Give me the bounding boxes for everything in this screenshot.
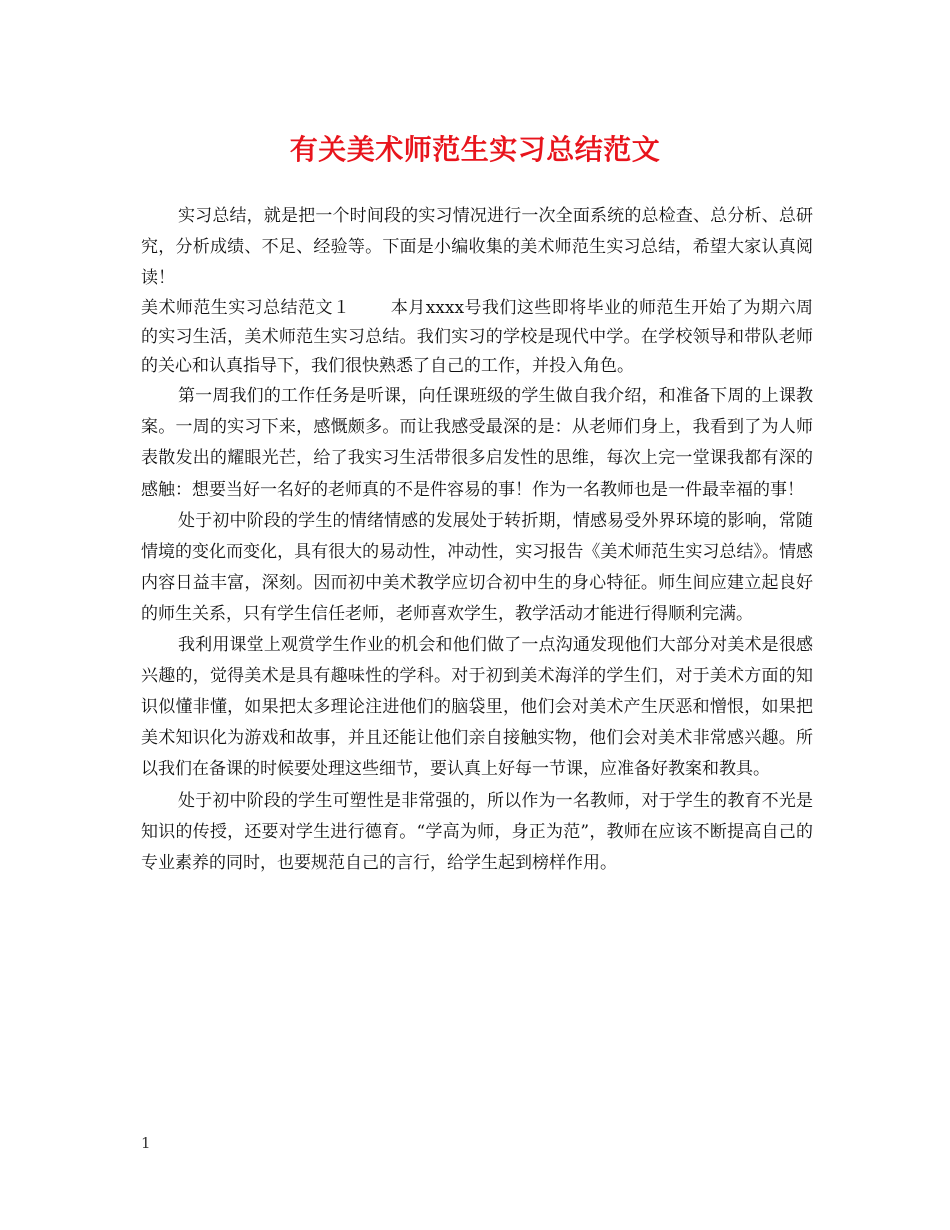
body-paragraph: 我利用课堂上观赏学生作业的机会和他们做了一点沟通发现他们大部分对美术是很感兴趣的，觉得美术是具有趣味性的学科。对于初到美术海洋的学生们，对于美术方面的知识似懂非懂，如果把太多理论注进他们的脑袋里，他们会对美术产生厌恶和憎恨，如果把美术知识化为游戏和故事，并且还能让他们亲自接触实物，他们会对美术非常感兴趣。所以我们在备课的时候要处理这些细节，要认真上好每一节课，应准备好教案和教具。 <box>141 635 813 780</box>
intro-paragraph: 实习总结，就是把一个时间段的实习情况进行一次全面系统的总检查、总分析、总研究，分析成绩、不足、经验等。下面是小编收集的美术师范生实习总结，希望大家认真阅读！ <box>141 206 813 289</box>
document-body <box>141 201 813 879</box>
body-paragraph: 处于初中阶段的学生可塑性是非常强的，所以作为一名教师，对于学生的教育不光是知识的传授，还要对学生进行德育。“学高为师，身正为范”，教师在应该不断提高自己的专业素养的同时，也要规范自己的言行，给学生起到榜样作用。 <box>141 790 813 873</box>
body-paragraph: 处于初中阶段的学生的情绪情感的发展处于转折期，情感易受外界环境的影响，常随情境的变化而变化，具有很大的易动性，冲动性，实习报告《美术师范生实习总结》。情感内容日益丰富，深刻。因而初中美术教学应切合初中生的身心特征。师生间应建立起良好的师生关系，只有学生信任老师，老师喜欢学生，教学活动才能进行得顺利完满。 <box>141 510 813 624</box>
page-number: 1 <box>141 1134 151 1152</box>
section-heading: 美术师范生实习总结范文１ <box>141 298 351 319</box>
section-first-text: 本月xxxx号我们这些即将毕业的师范生开始了为期六周的实习生活，美术师范生实习总结。我们实习的学校是现代中学。在学校领导和带队老师的关心和认真指导下，我们很快熟悉了自己的工作，并投入角色。 <box>141 298 814 377</box>
document-title: 有关美术师范生实习总结范文 <box>289 133 661 166</box>
section-paragraph <box>141 294 813 381</box>
body-paragraph: 第一周我们的工作任务是听课，向任课班级的学生做自我介绍，和准备下周的上课教案。一周的实习下来，感慨颇多。而让我感受最深的是：从老师们身上，我看到了为人师表散发出的耀眼光芒，给了我实习生活带很多启发性的思维，每次上完一堂课我都有深的感触：想要当好一名好的老师真的不是件容易的事！作为一名教师也是一件最幸福的事！ <box>141 386 813 500</box>
